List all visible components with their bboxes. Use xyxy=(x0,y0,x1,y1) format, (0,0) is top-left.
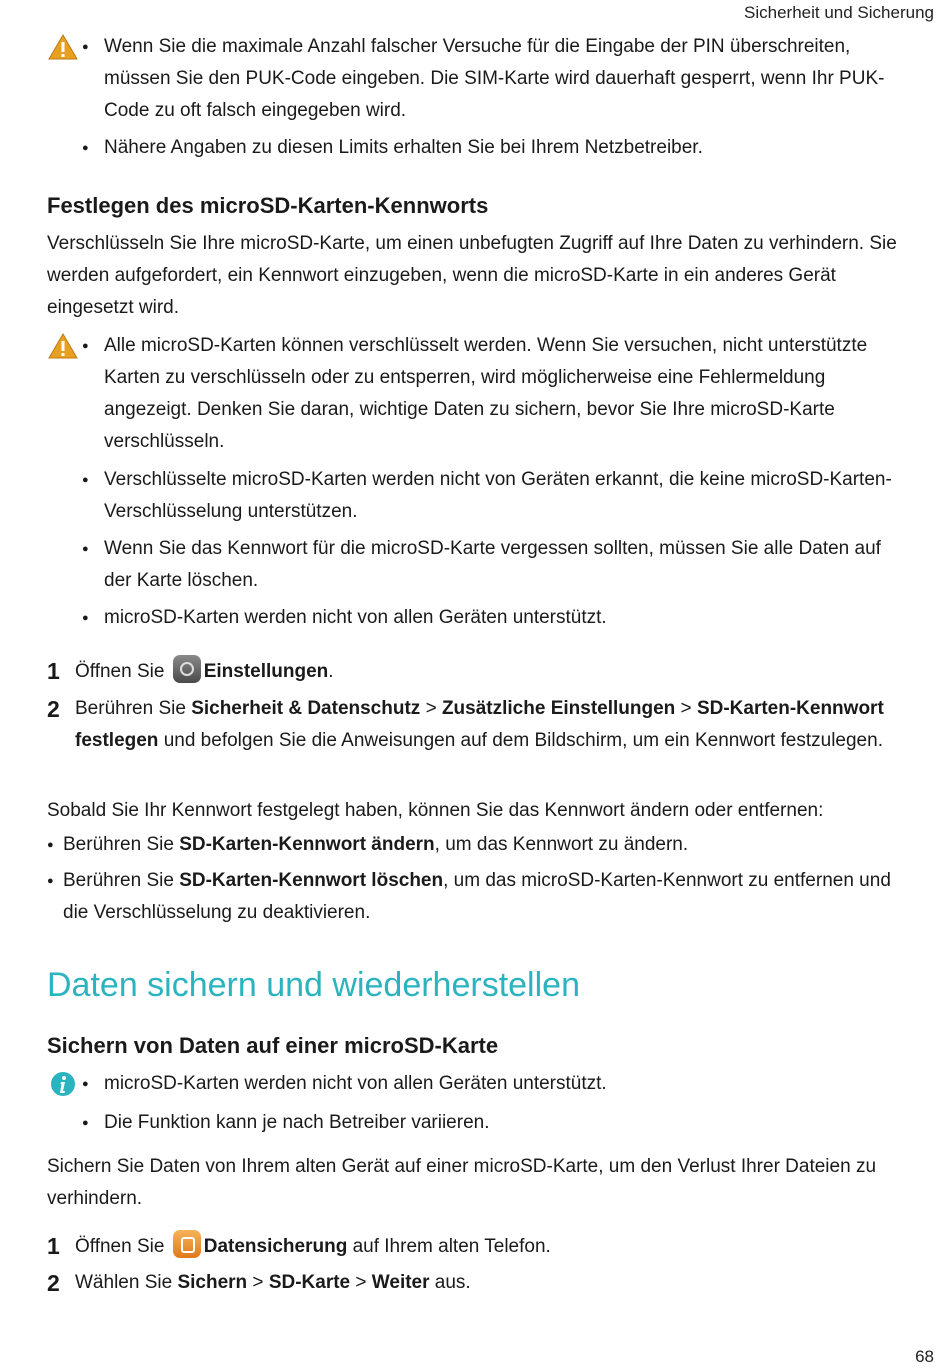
list-item: ● microSD-Karten werden nicht von allen Geräten unterstützt. xyxy=(82,1068,912,1100)
step-bold: SD-Karte xyxy=(268,1272,351,1293)
step-sep: > xyxy=(675,698,697,719)
section-heading: Sichern von Daten auf einer microSD-Karte xyxy=(47,1033,499,1058)
section-heading: Festlegen des microSD-Karten-Kennworts xyxy=(47,193,489,218)
settings-app-icon xyxy=(173,655,201,683)
step-bold: Einstellungen xyxy=(203,661,329,682)
step-1 xyxy=(47,655,917,688)
step-2 xyxy=(47,1267,917,1299)
warning-icon xyxy=(47,33,79,61)
step-text: Öffnen Sie xyxy=(75,661,165,682)
running-header: Sicherheit und Sicherung xyxy=(744,3,934,22)
step-1 xyxy=(47,1230,917,1263)
paragraph: Sobald Sie Ihr Kennwort festgelegt haben, können Sie das Kennwort ändern oder entfernen: xyxy=(47,800,824,821)
item-bold: SD-Karten-Kennwort ändern xyxy=(179,834,435,855)
list-item: ● Wenn Sie die maximale Anzahl falscher Versuche für die Eingabe der PIN überschreiten, müssen Sie den PUK-Code eingeben. Die SIM-Karte wird dauerhaft gesperrt, wenn Ihr PUK-Code zu oft falsch eingegeben wird. xyxy=(82,31,912,127)
step-2 xyxy=(47,693,917,757)
item-bold: SD-Karten-Kennwort löschen xyxy=(179,870,444,891)
step-text: und befolgen Sie die Anweisungen auf dem Bildschirm, um ein Kennwort festzulegen. xyxy=(158,730,883,751)
step-text: aus. xyxy=(429,1272,471,1293)
step-bold: SD-Karten-Kennwort festlegen xyxy=(75,698,884,751)
list-item xyxy=(47,865,917,929)
list-item xyxy=(47,829,917,861)
item-text: , um das microSD-Karten-Kennwort zu entfernen und die Verschlüsselung zu deaktivieren. xyxy=(63,870,891,923)
warning-icon xyxy=(47,332,79,360)
step-number: 1 xyxy=(47,658,60,684)
page-number: 68 xyxy=(915,1347,934,1366)
step-bold: Weiter xyxy=(371,1272,430,1293)
step-text: Berühren Sie xyxy=(75,698,192,719)
step-number: 2 xyxy=(47,1270,60,1296)
paragraph: Verschlüsseln Sie Ihre microSD-Karte, um einen unbefugten Zugriff auf Ihre Daten zu verhindern. Sie werden aufgefordert, ein Kennwort einzugeben, wenn die microSD-Karte in ein anderes Gerät eingesetzt wird. xyxy=(47,233,897,318)
backup-app-icon xyxy=(173,1230,201,1258)
step-number: 1 xyxy=(47,1233,60,1259)
list-item: ● Verschlüsselte microSD-Karten werden nicht von Geräten erkannt, die keine microSD-Karten-Verschlüsselung unterstützen. xyxy=(82,464,912,528)
list-item: ● Die Funktion kann je nach Betreiber variieren. xyxy=(82,1107,912,1139)
step-bold: Sicherheit & Datenschutz xyxy=(191,698,421,719)
list-item: ● Wenn Sie das Kennwort für die microSD-Karte vergessen sollten, müssen Sie alle Daten auf der Karte löschen. xyxy=(82,533,912,597)
step-sep: > xyxy=(350,1272,372,1293)
paragraph: Sichern Sie Daten von Ihrem alten Gerät auf einer microSD-Karte, um den Verlust Ihrer Dateien zu verhindern. xyxy=(47,1156,877,1209)
info-icon xyxy=(49,1070,77,1098)
item-text: Berühren Sie xyxy=(63,870,180,891)
item-text: Berühren Sie xyxy=(63,834,180,855)
step-text: . xyxy=(328,661,334,682)
item-text: , um das Kennwort zu ändern. xyxy=(434,834,689,855)
step-bold: Sichern xyxy=(177,1272,248,1293)
list-item: ● Nähere Angaben zu diesen Limits erhalten Sie bei Ihrem Netzbetreiber. xyxy=(82,132,912,164)
step-text: Öffnen Sie xyxy=(75,1236,165,1257)
step-sep: > xyxy=(247,1272,269,1293)
step-sep: > xyxy=(420,698,442,719)
step-bold: Datensicherung xyxy=(203,1236,348,1257)
step-text: auf Ihrem alten Telefon. xyxy=(347,1236,551,1257)
step-text: Wählen Sie xyxy=(75,1272,178,1293)
chapter-title: Daten sichern und wiederherstellen xyxy=(47,966,580,1004)
step-number: 2 xyxy=(47,696,60,722)
list-item: ● microSD-Karten werden nicht von allen Geräten unterstützt. xyxy=(82,602,912,634)
list-item: ● Alle microSD-Karten können verschlüsselt werden. Wenn Sie versuchen, nicht unterstützte Karten zu verschlüsseln oder zu entsperren, wird möglicherweise eine Fehlermeldung angezeigt. Denken Sie daran, wichtige Daten zu sichern, bevor Sie Ihre microSD-Karte verschlüsseln. xyxy=(82,330,912,458)
step-bold: Zusätzliche Einstellungen xyxy=(441,698,676,719)
